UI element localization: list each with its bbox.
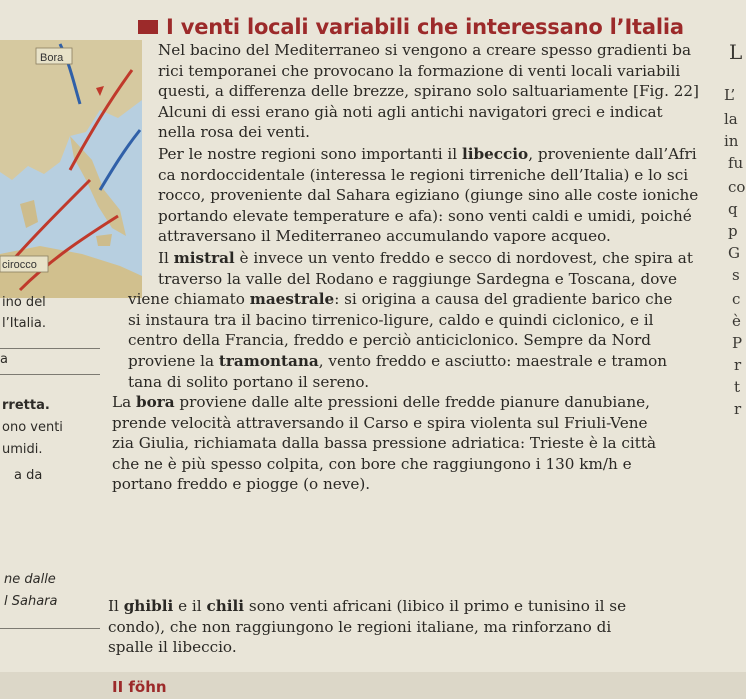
bold-term: bora bbox=[135, 393, 175, 411]
margin-rule bbox=[0, 348, 100, 349]
text-line: Per le nostre regioni sono importanti il libeccio, proveniente dall’Afri bbox=[158, 145, 697, 163]
right-fragment: co bbox=[728, 178, 746, 196]
section-title: I venti locali variabili che interessano l’Italia bbox=[166, 15, 684, 39]
paragraph-mistral-tramontana bbox=[128, 248, 693, 392]
next-section-heading-fragment: II föhn bbox=[112, 678, 167, 696]
text-line: viene chiamato maestrale: si origina a causa del gradiente barico che bbox=[128, 290, 673, 309]
text-line: portano freddo e piogge (o neve). bbox=[112, 475, 371, 494]
margin-caption: ono venti bbox=[2, 420, 63, 435]
text-line: Nel bacino del Mediterraneo si vengono a creare spesso gradienti ba bbox=[158, 41, 692, 59]
margin-caption: a da bbox=[14, 468, 43, 483]
text-line: centro della Francia, freddo e perciò anticiclonico. Sempre da Nord bbox=[128, 331, 651, 350]
text-line: Il mistral è invece un vento freddo e secco di nordovest, che spira at bbox=[158, 249, 693, 267]
margin-caption: a bbox=[0, 352, 8, 367]
text-line: Il ghibli e il chili sono venti africani (libico il primo e tunisino il se bbox=[108, 597, 627, 615]
map-label-bora: Bora bbox=[40, 52, 64, 64]
text-line: attraversano il Mediterraneo accumulando vapore acqueo. bbox=[158, 227, 611, 246]
right-fragment: è bbox=[732, 312, 741, 330]
bold-term: chili bbox=[206, 597, 245, 615]
heading-marker bbox=[138, 20, 158, 34]
right-fragment: p bbox=[728, 222, 738, 240]
map-label-scirocco: cirocco bbox=[2, 259, 37, 271]
text-line: che ne è più spesso colpita, con bore che raggiungono i 130 km/h e bbox=[112, 454, 632, 473]
right-fragment: G bbox=[728, 244, 740, 262]
right-fragment: L bbox=[729, 40, 743, 64]
right-fragment: L’ bbox=[724, 86, 736, 104]
bold-term: ghibli bbox=[123, 597, 174, 615]
margin-caption: umidi. bbox=[2, 442, 43, 457]
right-fragment: r bbox=[734, 356, 742, 374]
right-fragment: r bbox=[734, 400, 742, 418]
next-section-band bbox=[0, 672, 746, 699]
right-fragment: P bbox=[732, 334, 743, 352]
paragraph-ghibli-chili bbox=[108, 596, 626, 658]
section-heading bbox=[138, 12, 738, 42]
bold-term: tramontana bbox=[218, 351, 319, 370]
margin-caption: l Sahara bbox=[4, 594, 58, 609]
text-line: ca nordoccidentale (interessa le regioni tirreniche dell’Italia) e lo sci bbox=[158, 165, 689, 184]
paragraph-intro bbox=[158, 40, 699, 143]
text-line: rici temporanei che provocano la formazione di venti locali variabili bbox=[158, 61, 681, 80]
right-fragment: t bbox=[734, 378, 741, 396]
margin-caption: ne dalle bbox=[4, 572, 56, 587]
text-line: spalle il libeccio. bbox=[108, 638, 237, 657]
text-line: portando elevate temperature e afa): sono venti caldi e umidi, poiché bbox=[158, 206, 692, 225]
right-fragment: fu bbox=[728, 154, 744, 172]
paragraph-bora bbox=[112, 392, 656, 495]
margin-caption: l’Italia. bbox=[2, 316, 46, 331]
text-line: prende velocità attraversando il Carso e spira violenta sul Friuli-Vene bbox=[112, 413, 648, 432]
right-fragment: in bbox=[724, 132, 739, 150]
text-line: Alcuni di essi erano già noti agli antichi navigatori greci e indicat bbox=[158, 102, 663, 121]
text-line: traverso la valle del Rodano e raggiunge Sardegna e Toscana, dove bbox=[158, 269, 677, 288]
right-fragment: c bbox=[732, 290, 741, 308]
margin-rule bbox=[0, 628, 100, 629]
text-line: rocco, proveniente dal Sahara egiziano (giunge sino alle coste ioniche bbox=[158, 186, 699, 205]
text-line: nella rosa dei venti. bbox=[158, 123, 310, 142]
winds-map-illustration bbox=[0, 40, 142, 298]
text-line: proviene la tramontana, vento freddo e asciutto: maestrale e tramon bbox=[128, 351, 668, 370]
text-line: zia Giulia, richiamata dalla bassa pressione adriatica: Trieste è la città bbox=[112, 434, 657, 453]
right-fragment: q bbox=[728, 200, 738, 218]
right-fragment: s bbox=[732, 266, 740, 284]
bold-term: mistral bbox=[173, 249, 235, 267]
margin-caption: ino del bbox=[2, 295, 46, 310]
bold-term: libeccio bbox=[461, 145, 529, 163]
text-line: si instaura tra il bacino tirrenico-ligure, caldo e quindi ciclonico, e il bbox=[128, 310, 654, 329]
right-fragment: la bbox=[724, 110, 738, 128]
paragraph-libeccio-scirocco bbox=[158, 144, 698, 247]
text-line: La bora proviene dalle alte pressioni delle fredde pianure danubiane, bbox=[112, 393, 650, 411]
margin-rule bbox=[0, 374, 100, 375]
text-line: tana di solito portano il sereno. bbox=[128, 372, 370, 391]
text-line: questi, a differenza delle brezze, spirano solo saltuariamente [Fig. 22] bbox=[158, 82, 699, 101]
bold-term: maestrale bbox=[249, 290, 335, 309]
margin-caption: rretta. bbox=[2, 398, 50, 413]
text-line: condo), che non raggiungono le regioni italiane, ma rinforzano di bbox=[108, 617, 612, 636]
